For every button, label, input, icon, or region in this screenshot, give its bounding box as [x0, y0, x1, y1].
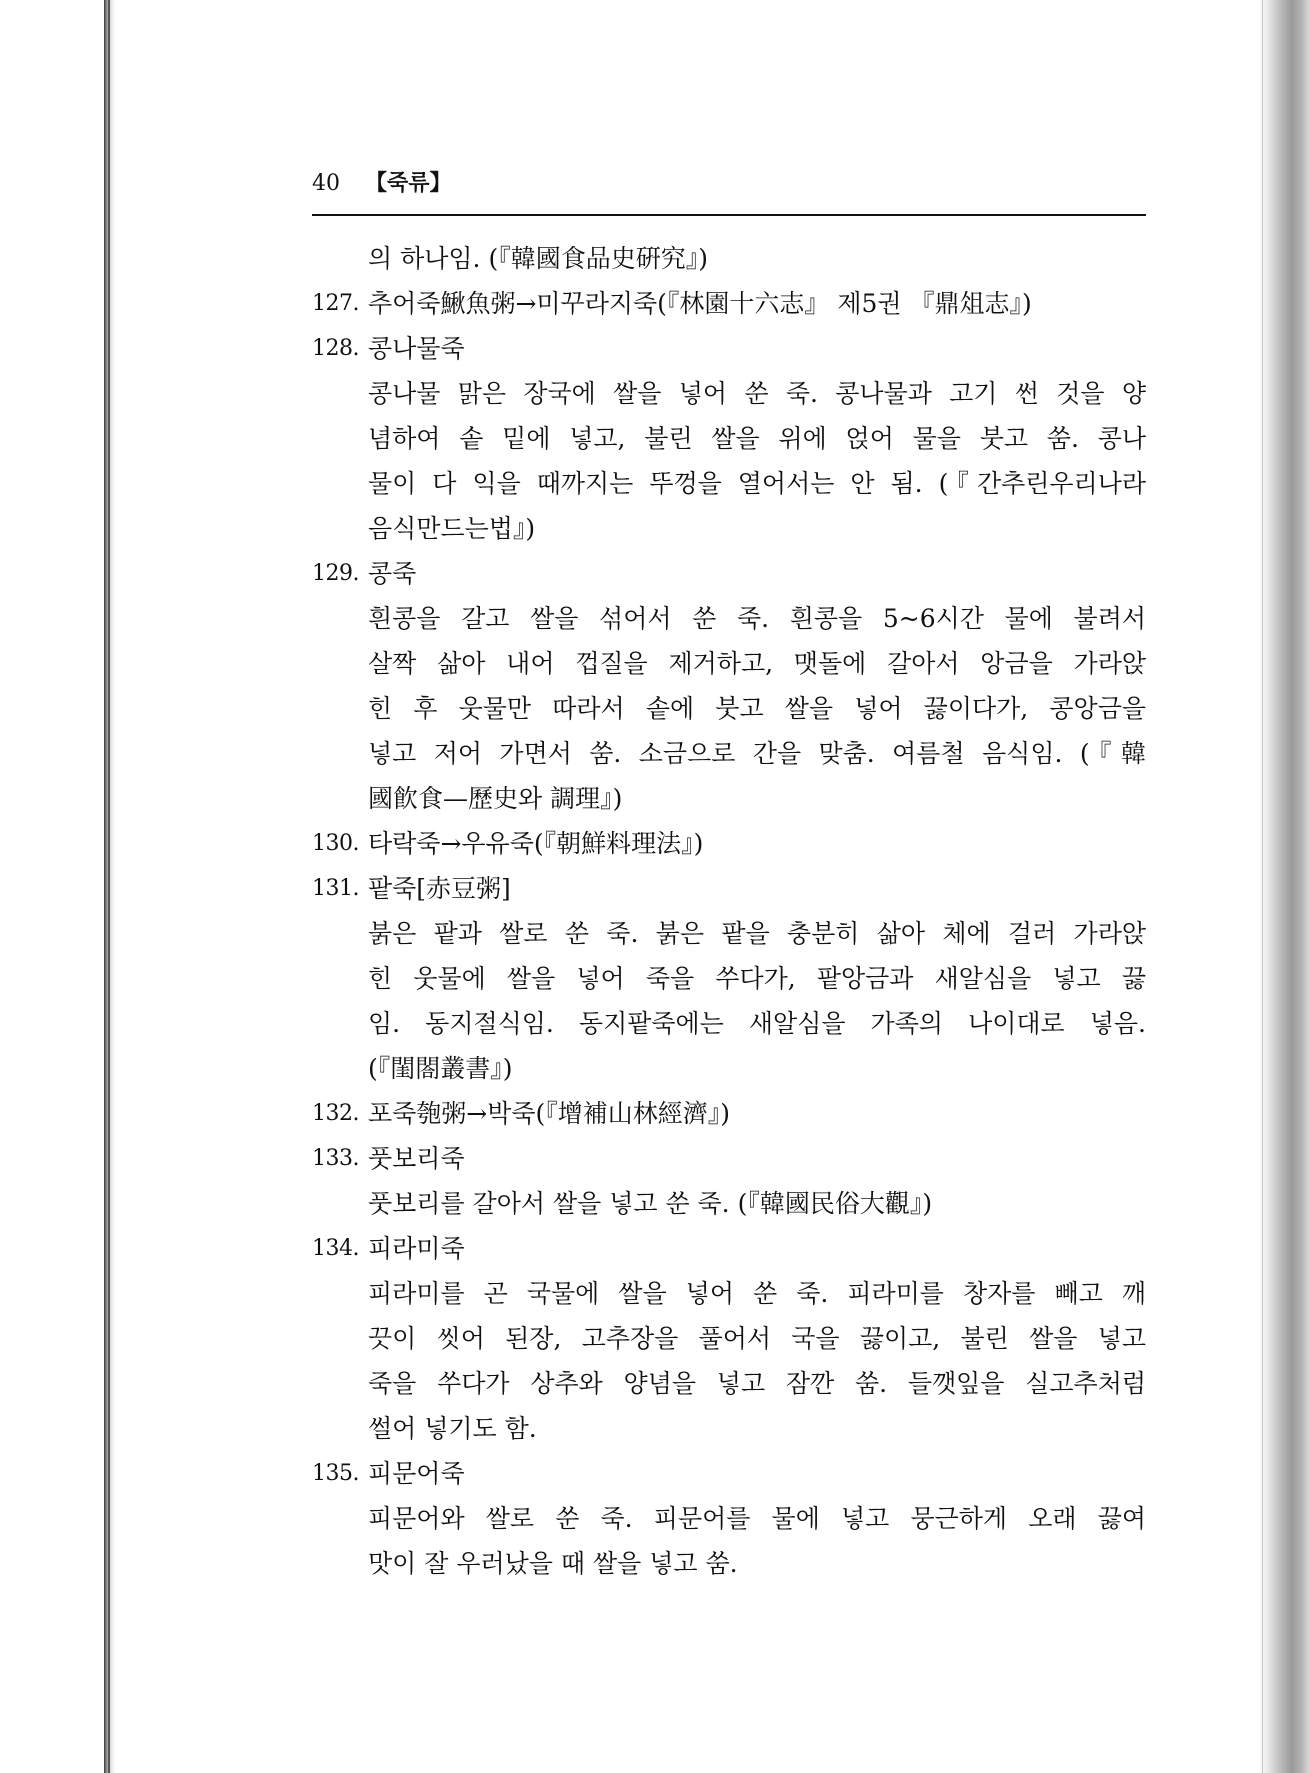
entry-heading-line: [312, 1136, 1146, 1181]
entry-body-line: [312, 1361, 1146, 1406]
entry-number: 129.: [312, 561, 359, 586]
page-left-edge-line: [108, 0, 110, 1773]
entry-number: 130.: [312, 831, 359, 856]
dictionary-entries: [312, 236, 1146, 1586]
entry-number: 135.: [312, 1461, 359, 1486]
entry-body-line: [312, 641, 1146, 686]
entry-heading-line: [312, 281, 1146, 326]
entry-body-line: [312, 596, 1146, 641]
entry-body-line: [312, 461, 1146, 506]
entry-title: 포죽匏粥→박죽(『增補山林經濟』): [368, 1099, 731, 1128]
entry-body-line: [312, 686, 1146, 731]
entry-number: 134.: [312, 1236, 359, 1261]
entry-body-line: [312, 1496, 1146, 1541]
page-left-edge-shadow: [104, 0, 116, 1773]
entry-body-line: [312, 371, 1146, 416]
entry-body-text: 썰어 넣기도 함.: [368, 1414, 537, 1443]
entry-number: 128.: [312, 336, 359, 361]
entry-heading-line: [312, 551, 1146, 596]
entry-body-line: [312, 911, 1146, 956]
entry-body-line: [312, 236, 1146, 281]
entry-number: 131.: [312, 876, 359, 901]
entry-body-line: [312, 776, 1146, 821]
entry-body-text: 물이 다 익을 때까지는 뚜껑을 열어서는 안 됨. (『간추린우리나라: [368, 469, 1146, 498]
entry-body-text: 피문어와 쌀로 쑨 죽. 피문어를 물에 넣고 뭉근하게 오래 끓여: [368, 1504, 1146, 1533]
entry-number: 132.: [312, 1101, 359, 1126]
entry-title: 풋보리죽: [368, 1144, 465, 1173]
entry-body-line: [312, 506, 1146, 551]
entry-body-line: [312, 1271, 1146, 1316]
entry-body-text: 붉은 팥과 쌀로 쑨 죽. 붉은 팥을 충분히 삶아 체에 걸러 가라앉: [368, 919, 1146, 948]
entry-heading-line: [312, 1091, 1146, 1136]
entry-heading-line: [312, 1226, 1146, 1271]
entry-body-line: [312, 731, 1146, 776]
section-title: 【죽류】: [365, 170, 452, 196]
page-number: 40: [312, 171, 340, 196]
entry-title: 콩죽: [368, 559, 417, 588]
entry-body-line: [312, 1406, 1146, 1451]
entry-body-line: [312, 956, 1146, 1001]
entry-body-line: [312, 1046, 1146, 1091]
entry-body-text: 의 하나임. (『韓國食品史硏究』): [368, 244, 708, 273]
page-right-edge-shadow: [1258, 0, 1309, 1773]
entry-body-text: 흰콩을 갈고 쌀을 섞어서 쑨 죽. 흰콩을 5~6시간 물에 불려서: [368, 604, 1146, 633]
entry-title: 피라미죽: [368, 1234, 465, 1263]
entry-body-line: [312, 1316, 1146, 1361]
entry-heading-line: [312, 1451, 1146, 1496]
entry-body-text: 國飮食—歷史와 調理』): [368, 784, 623, 813]
entry-body-text: 음식만드는법』): [368, 514, 536, 543]
entry-body-line: [312, 1181, 1146, 1226]
entry-body-text: 맛이 잘 우러났을 때 쌀을 넣고 쑴.: [368, 1549, 738, 1578]
entry-body-text: 힌 웃물에 쌀을 넣어 죽을 쑤다가, 팥앙금과 새알심을 넣고 끓: [368, 964, 1146, 993]
entry-body-line: [312, 1541, 1146, 1586]
page-content: [312, 170, 1146, 1586]
entry-body-text: 임. 동지절식임. 동지팥죽에는 새알심을 가족의 나이대로 넣음.: [368, 1009, 1146, 1038]
entry-title: 콩나물죽: [368, 334, 465, 363]
entry-title: 피문어죽: [368, 1459, 465, 1488]
running-header: [312, 170, 1146, 214]
entry-body-text: 념하여 솥 밑에 넣고, 불린 쌀을 위에 얹어 물을 붓고 쑴. 콩나: [368, 424, 1146, 453]
entry-heading-line: [312, 326, 1146, 371]
entry-body-text: 풋보리를 갈아서 쌀을 넣고 쑨 죽. (『韓國民俗大觀』): [368, 1189, 933, 1218]
entry-body-text: 넣고 저어 가면서 쑴. 소금으로 간을 맞춤. 여름철 음식임. (『韓: [368, 739, 1146, 768]
entry-title: 추어죽鰍魚粥→미꾸라지죽(『林園十六志』 제5권 『鼎俎志』): [368, 289, 1032, 318]
entry-body-line: [312, 1001, 1146, 1046]
entry-title: 팥죽[赤豆粥]: [368, 874, 511, 903]
entry-title: 타락죽→우유죽(『朝鮮料理法』): [368, 829, 704, 858]
entry-heading-line: [312, 866, 1146, 911]
entry-heading-line: [312, 821, 1146, 866]
entry-body-text: 힌 후 웃물만 따라서 솥에 붓고 쌀을 넣어 끓이다가, 콩앙금을: [368, 694, 1146, 723]
entry-body-text: 콩나물 맑은 장국에 쌀을 넣어 쑨 죽. 콩나물과 고기 썬 것을 양: [368, 379, 1146, 408]
header-rule: [312, 214, 1146, 216]
entry-number: 133.: [312, 1146, 359, 1171]
entry-body-text: 피라미를 곤 국물에 쌀을 넣어 쑨 죽. 피라미를 창자를 빼고 깨: [368, 1279, 1146, 1308]
page-right-edge-line: [1262, 0, 1263, 1773]
entry-body-text: 살짝 삶아 내어 껍질을 제거하고, 맷돌에 갈아서 앙금을 가라앉: [368, 649, 1146, 678]
entry-body-text: (『閨閤叢書』): [368, 1054, 513, 1083]
entry-number: 127.: [312, 291, 359, 316]
entry-body-text: 죽을 쑤다가 상추와 양념을 넣고 잠깐 쑴. 들깻잎을 실고추처럼: [368, 1369, 1146, 1398]
entry-body-text: 끗이 씻어 된장, 고추장을 풀어서 국을 끓이고, 불린 쌀을 넣고: [368, 1324, 1146, 1353]
entry-body-line: [312, 416, 1146, 461]
